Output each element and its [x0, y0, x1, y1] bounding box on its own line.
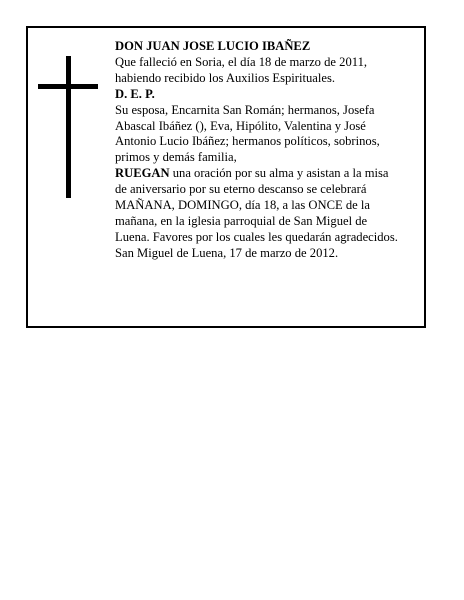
family-line: Abascal Ibáñez (), Eva, Hipólito, Valentina y José — [115, 118, 366, 133]
passing-line: Que falleció en Soria, el día 18 de marzo de 2011, — [115, 54, 368, 69]
request-verb: RUEGAN — [115, 166, 170, 181]
family-line: Su esposa, Encarnita San Román; hermanos, Josefa — [115, 102, 375, 117]
request-line: de aniversario por su eterno descanso se celebrará — [115, 182, 367, 197]
rip-label: D. E. P. — [115, 86, 155, 101]
deceased-name: DON JUAN JOSE LUCIO IBAÑEZ — [115, 39, 311, 53]
request-line: MAÑANA, DOMINGO, día 18, a las ONCE de la — [115, 198, 370, 213]
cross-vertical-bar — [66, 56, 71, 198]
cross-icon — [38, 56, 98, 198]
place-date: San Miguel de Luena, 17 de marzo de 2012. — [115, 245, 339, 260]
request-first-rest: una oración por su alma y asistan a la misa — [169, 166, 389, 181]
family-line: Antonio Lucio Ibáñez; hermanos políticos, sobrinos, — [115, 134, 380, 149]
family-line: primos y demás familia, — [115, 150, 237, 165]
cross-horizontal-bar — [38, 84, 98, 89]
notice-text — [115, 39, 427, 262]
request-line: Luena. Favores por los cuales les quedarán agradecidos. — [115, 229, 398, 244]
passing-line: habiendo recibido los Auxilios Espirituales. — [115, 70, 336, 85]
request-line — [115, 166, 427, 182]
request-line: mañana, en la iglesia parroquial de San Miguel de — [115, 213, 368, 228]
obituary-notice — [26, 26, 426, 328]
